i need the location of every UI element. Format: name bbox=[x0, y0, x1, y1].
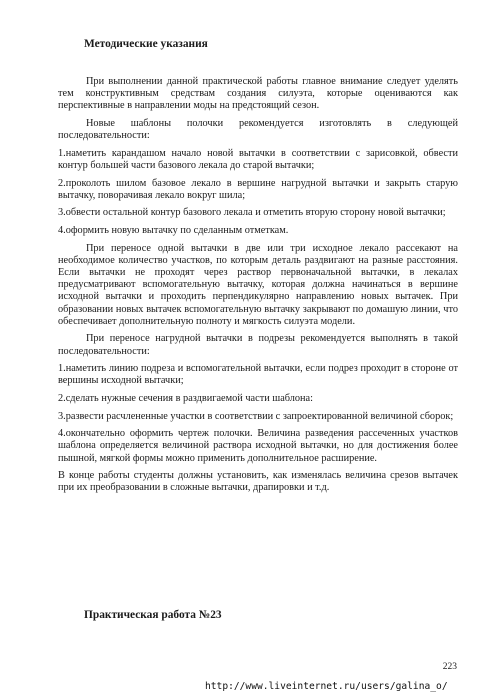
list-item-step-2: 2.проколоть шилом базовое лекало в вершине нагрудной вытачки и закрыть старую вытачку, поворачивая лекало вокруг шила; bbox=[58, 177, 458, 201]
list-item-yoke-step-2: 2.сделать нужные сечения в раздвигаемой части шаблона: bbox=[58, 392, 313, 404]
list-item-step-1: 1.наметить карандашом начало новой вытачки в соответствии с зарисовкой, обвести контур большей части базового лекала до старой вытачки; bbox=[58, 147, 458, 171]
watermark-url: http://www.liveinternet.ru/users/galina_o/ bbox=[205, 681, 448, 692]
paragraph-dart-transfer: При переносе одной вытачки в две или три исходное лекало рассекают на необходимое количество участков, по которым деталь раздвигают на разные расстояния. Если вытачки не проходят через раствор первоначальной вытачки, в лекалах предусматривают вспомогательную вытачку, которая должна начинаться в вершине исходной вытачки и проходить перпендикулярно направлению новых вытачек. При образовании новых вытачек вспомогательную вытачку закрывают по домашую линии, что обеспечивает дополнительную полноту и мягкость силуэта модели. bbox=[58, 242, 458, 327]
list-item-yoke-step-4: 4.окончательно оформить чертеж полочки. Величина разведения рассеченных участков шаблона определяется величиной раствора исходной вытачки, но для достижения более пышной, мягкой формы можно применить дополнительное расширение. bbox=[58, 428, 458, 464]
page-number: 223 bbox=[442, 662, 457, 672]
paragraph-conclusion: В конце работы студенты должны установить, как изменялась величина срезов вытачек при их преобразовании в сложные вытачки, драпировки и т.д. bbox=[58, 470, 458, 494]
section-heading: Методические указания bbox=[84, 38, 208, 50]
paragraph-yoke-intro: При переносе нагрудной вытачки в подрезы рекомендуется выполнять в такой последовательности: bbox=[58, 333, 458, 357]
paragraph-intro: При выполнении данной практической работы главное внимание следует уделять тем конструктивным средствам создания силуэта, которые оцениваются как перспективные в направлении моды на предстоящий сезон. bbox=[58, 76, 458, 112]
document-body bbox=[58, 76, 458, 500]
practical-work-heading: Практическая работа №23 bbox=[84, 609, 222, 621]
list-item-step-3: 3.обвести остальной контур базового лекала и отметить вторую сторону новой вытачки; bbox=[58, 207, 446, 219]
list-item-yoke-step-3: 3.развести расчлененные участки в соответствии с запроектированной величиной сборок; bbox=[58, 410, 454, 422]
list-item-step-4: 4.оформить новую вытачку по сделанным отметкам. bbox=[58, 224, 289, 236]
list-item-yoke-step-1: 1.наметить линию подреза и вспомогательной вытачки, если подрез проходит в стороне от вершины исходной вытачки; bbox=[58, 363, 458, 387]
paragraph-sequence-intro: Новые шаблоны полочки рекомендуется изготовлять в следующей последовательности: bbox=[58, 118, 458, 142]
